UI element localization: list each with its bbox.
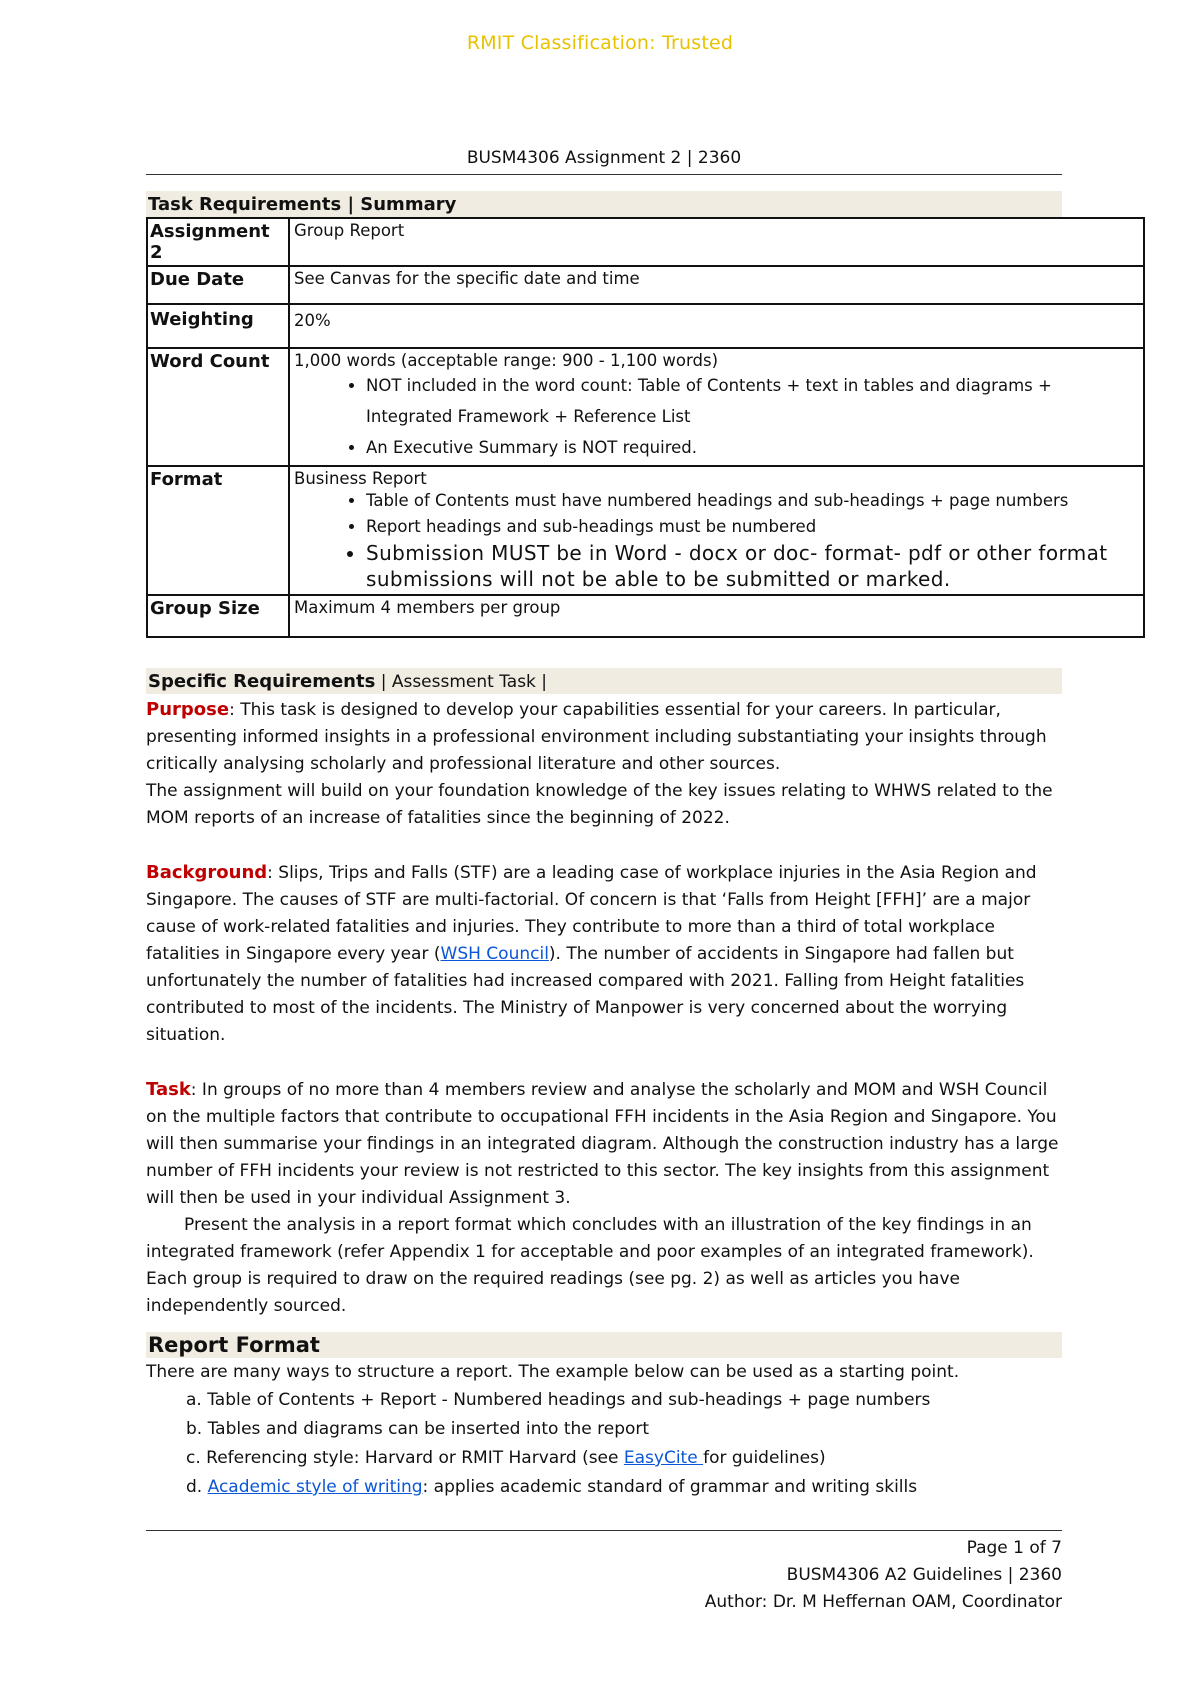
table-row (147, 466, 1144, 595)
table-row (147, 218, 1144, 266)
purpose-text: : This task is designed to develop your capabilities essential for your careers. In particular, presenting informed insights in a professional environment including substantiating your insights through critically analysing scholarly and professional literature and other sources. (146, 700, 1047, 774)
group-size-value: Maximum 4 members per group (289, 595, 1144, 637)
report-format-heading: Report Format (146, 1332, 1062, 1358)
page-header-title: BUSM4306 Assignment 2 | 2360 (146, 148, 1062, 175)
weighting-label: Weighting (147, 304, 289, 348)
list-item: • An Executive Summary is NOT required. (366, 432, 1139, 463)
list-item (146, 1444, 1062, 1473)
table-row (147, 595, 1144, 637)
task-label: Task (146, 1079, 191, 1100)
list-item: • Submission MUST be in Word - docx or doc- format- pdf or other format submissions will not be able to be submitted or marked. (366, 540, 1139, 592)
item-d-prefix: d. (186, 1477, 208, 1497)
page-number: Page 1 of 7 (966, 1538, 1062, 1558)
list-item: b. Tables and diagrams can be inserted into the report (186, 1419, 650, 1439)
table-row (147, 304, 1144, 348)
specific-requirements-bold: Specific Requirements (148, 671, 376, 692)
word-count-label: Word Count (147, 348, 289, 466)
page-body (146, 148, 1108, 1502)
list-item: • Table of Contents must have numbered headings and sub-headings + page numbers (366, 488, 1139, 514)
item-c-text: c. Referencing style: Harvard or RMIT Harvard (see (186, 1448, 624, 1468)
page-footer (146, 1530, 1062, 1616)
requirements-table (146, 217, 1145, 638)
task-text: : In groups of no more than 4 members review and analyse the scholarly and MOM and WSH Council on the multiple factors that contribute to occupational FFH incidents in the Asia Region and Singapore. You will then summarise your findings in an integrated diagram. Although the construction industry has a large number of FFH incidents your review is not restricted to this sector. The key insights from this assignment will then be used in your individual Assignment 3. (146, 1080, 1059, 1208)
list-item: • NOT included in the word count: Table of Contents + text in tables and diagrams + Integrated Framework + Reference List (366, 370, 1139, 432)
list-item (146, 1473, 1062, 1502)
background-label: Background (146, 862, 268, 883)
background-text-b: ). The number of accidents in Singapore had fallen but unfortunately the number of fatalities had increased compared with 2021. Falling from Height fatalities contributed to most of the incidents. The Ministry of Manpower is very concerned about the worrying situation. (146, 944, 1025, 1045)
list-item: a. Table of Contents + Report - Numbered headings and sub-headings + page numbers (186, 1390, 931, 1410)
report-format-list (146, 1386, 1062, 1502)
academic-style-link[interactable]: Academic style of writing (207, 1477, 423, 1497)
list-item: • Report headings and sub-headings must be numbered (366, 514, 1139, 540)
background-paragraph (146, 859, 1062, 1049)
format-cell (289, 466, 1144, 595)
footer-author: Author: Dr. M Heffernan OAM, Coordinator (704, 1592, 1062, 1612)
due-date-label: Due Date (147, 266, 289, 304)
purpose-label: Purpose (146, 699, 230, 720)
table-row (147, 348, 1144, 466)
assignment-value: Group Report (289, 218, 1144, 266)
report-format-intro: There are many ways to structure a report. The example below can be used as a starting point. (146, 1362, 960, 1382)
format-value: Business Report (294, 469, 427, 488)
easycite-link[interactable]: EasyCite (623, 1448, 704, 1468)
due-date-value: See Canvas for the specific date and time (289, 266, 1144, 304)
task-paragraph (146, 1076, 1062, 1212)
item-c-post: for guidelines) (703, 1448, 826, 1468)
footer-guidelines: BUSM4306 A2 Guidelines | 2360 (786, 1565, 1062, 1585)
word-count-cell (289, 348, 1144, 466)
word-count-value: 1,000 words (acceptable range: 900 - 1,100 words) (294, 351, 719, 370)
wsh-council-link[interactable]: WSH Council (440, 944, 549, 964)
format-label: Format (147, 466, 289, 595)
purpose-paragraph (146, 696, 1062, 778)
specific-requirements-heading (146, 668, 1062, 694)
purpose-paragraph-2: The assignment will build on your foundation knowledge of the key issues relating to WHWS related to the MOM reports of an increase of fatalities since the beginning of 2022. (146, 781, 1053, 828)
item-d-text: : applies academic standard of grammar and writing skills (422, 1477, 918, 1497)
assignment-label: Assignment 2 (147, 218, 289, 266)
table-row (147, 266, 1144, 304)
task-requirements-heading: Task Requirements | Summary (146, 191, 1062, 217)
classification-label: RMIT Classification: Trusted (466, 32, 734, 54)
specific-requirements-normal: | Assessment Task | (375, 672, 548, 692)
task-paragraph-2: Present the analysis in a report format which concludes with an illustration of the key findings in an integrated framework (refer Appendix 1 for acceptable and poor examples of an integrated framework). Each group is required to draw on the required readings (see pg. 2) as well as articles you have independently sourced. (146, 1215, 1034, 1316)
group-size-label: Group Size (147, 595, 289, 637)
weighting-value: 20% (289, 304, 1144, 348)
background-text-a: : Slips, Trips and Falls (STF) are a leading case of workplace injuries in the Asia Region and Singapore. The causes of STF are multi-factorial. Of concern is that ‘Falls from Height [FFH]’ are a major cause of work-related fatalities and injuries. They contribute to more than a third of total workplace fatalities in Singapore every year ( (146, 863, 1037, 964)
